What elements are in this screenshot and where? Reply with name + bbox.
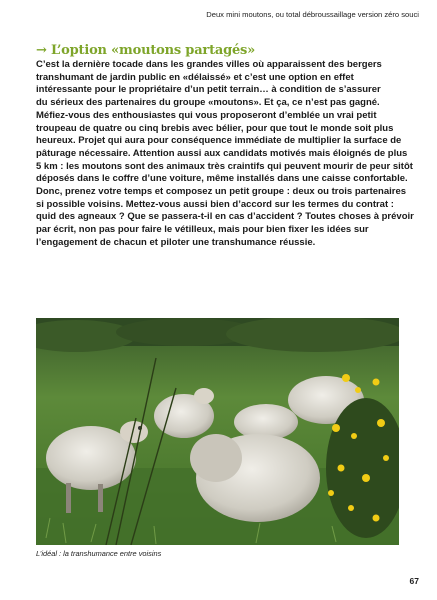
body-line: intéressante pour le propriétaire d’un petit terrain… à condition de s’assurer	[36, 84, 381, 96]
body-line: troupeau de quatre ou cinq brebis avec bélier, pour que tout le monde soit plus	[36, 122, 394, 134]
sheep-photo	[36, 318, 399, 545]
body-line: Méfiez-vous des enthousiastes qui vous proposeront d’emblée un vrai petit	[36, 109, 377, 121]
body-line: quid des agneaux ? Que se passera-t-il en cas d’accident ? Toutes choses à prévoir	[36, 211, 414, 223]
body-paragraph	[36, 59, 414, 250]
running-head: Deux mini moutons, ou total débroussaillage version zéro souci	[206, 10, 419, 19]
body-line: heureux. Projet qui aura pour conséquence immédiate de multiplier la surface de	[36, 135, 402, 147]
section-title-text: L’option «moutons partagés»	[51, 43, 256, 58]
body-line: si possible voisins. Mettez-vous aussi bien d’accord sur les termes du contrat :	[36, 198, 394, 210]
section-title	[36, 43, 255, 58]
body-line: pâturage nécessaire. Attention aussi aux candidats motivés mais éloignés de plus	[36, 147, 408, 159]
body-line: C’est la dernière tocade dans les grandes villes où apparaissent des bergers	[36, 59, 382, 70]
body-line: Donc, prenez votre temps et composez un petit groupe : deux ou trois partenaires	[36, 186, 407, 198]
body-line: 5 km : les moutons sont des animaux très craintifs qui peuvent mourir de peur sitôt	[36, 160, 413, 172]
body-line: du sérieux des partenaires du groupe «moutons». Et ça, ce n’est pas gagné.	[36, 97, 380, 109]
body-line: déposés dans le coffre d’une voiture, même installés dans une caisse confortable.	[36, 173, 408, 185]
sheep-illustration	[36, 318, 399, 545]
photo-caption: L’idéal : la transhumance entre voisins	[36, 549, 162, 558]
page-number: 67	[409, 576, 419, 586]
arrow-right-icon: →	[36, 43, 47, 58]
body-line: par écrit, non pas pour faire le vétilleux, mais pour bien fixer les idées sur	[36, 224, 369, 236]
body-line: transhumant de jardin public en «délaissé» et c’est une option en effet	[36, 71, 354, 83]
body-line: l’engagement de chacun et piloter une transhumance réussie.	[36, 236, 316, 248]
